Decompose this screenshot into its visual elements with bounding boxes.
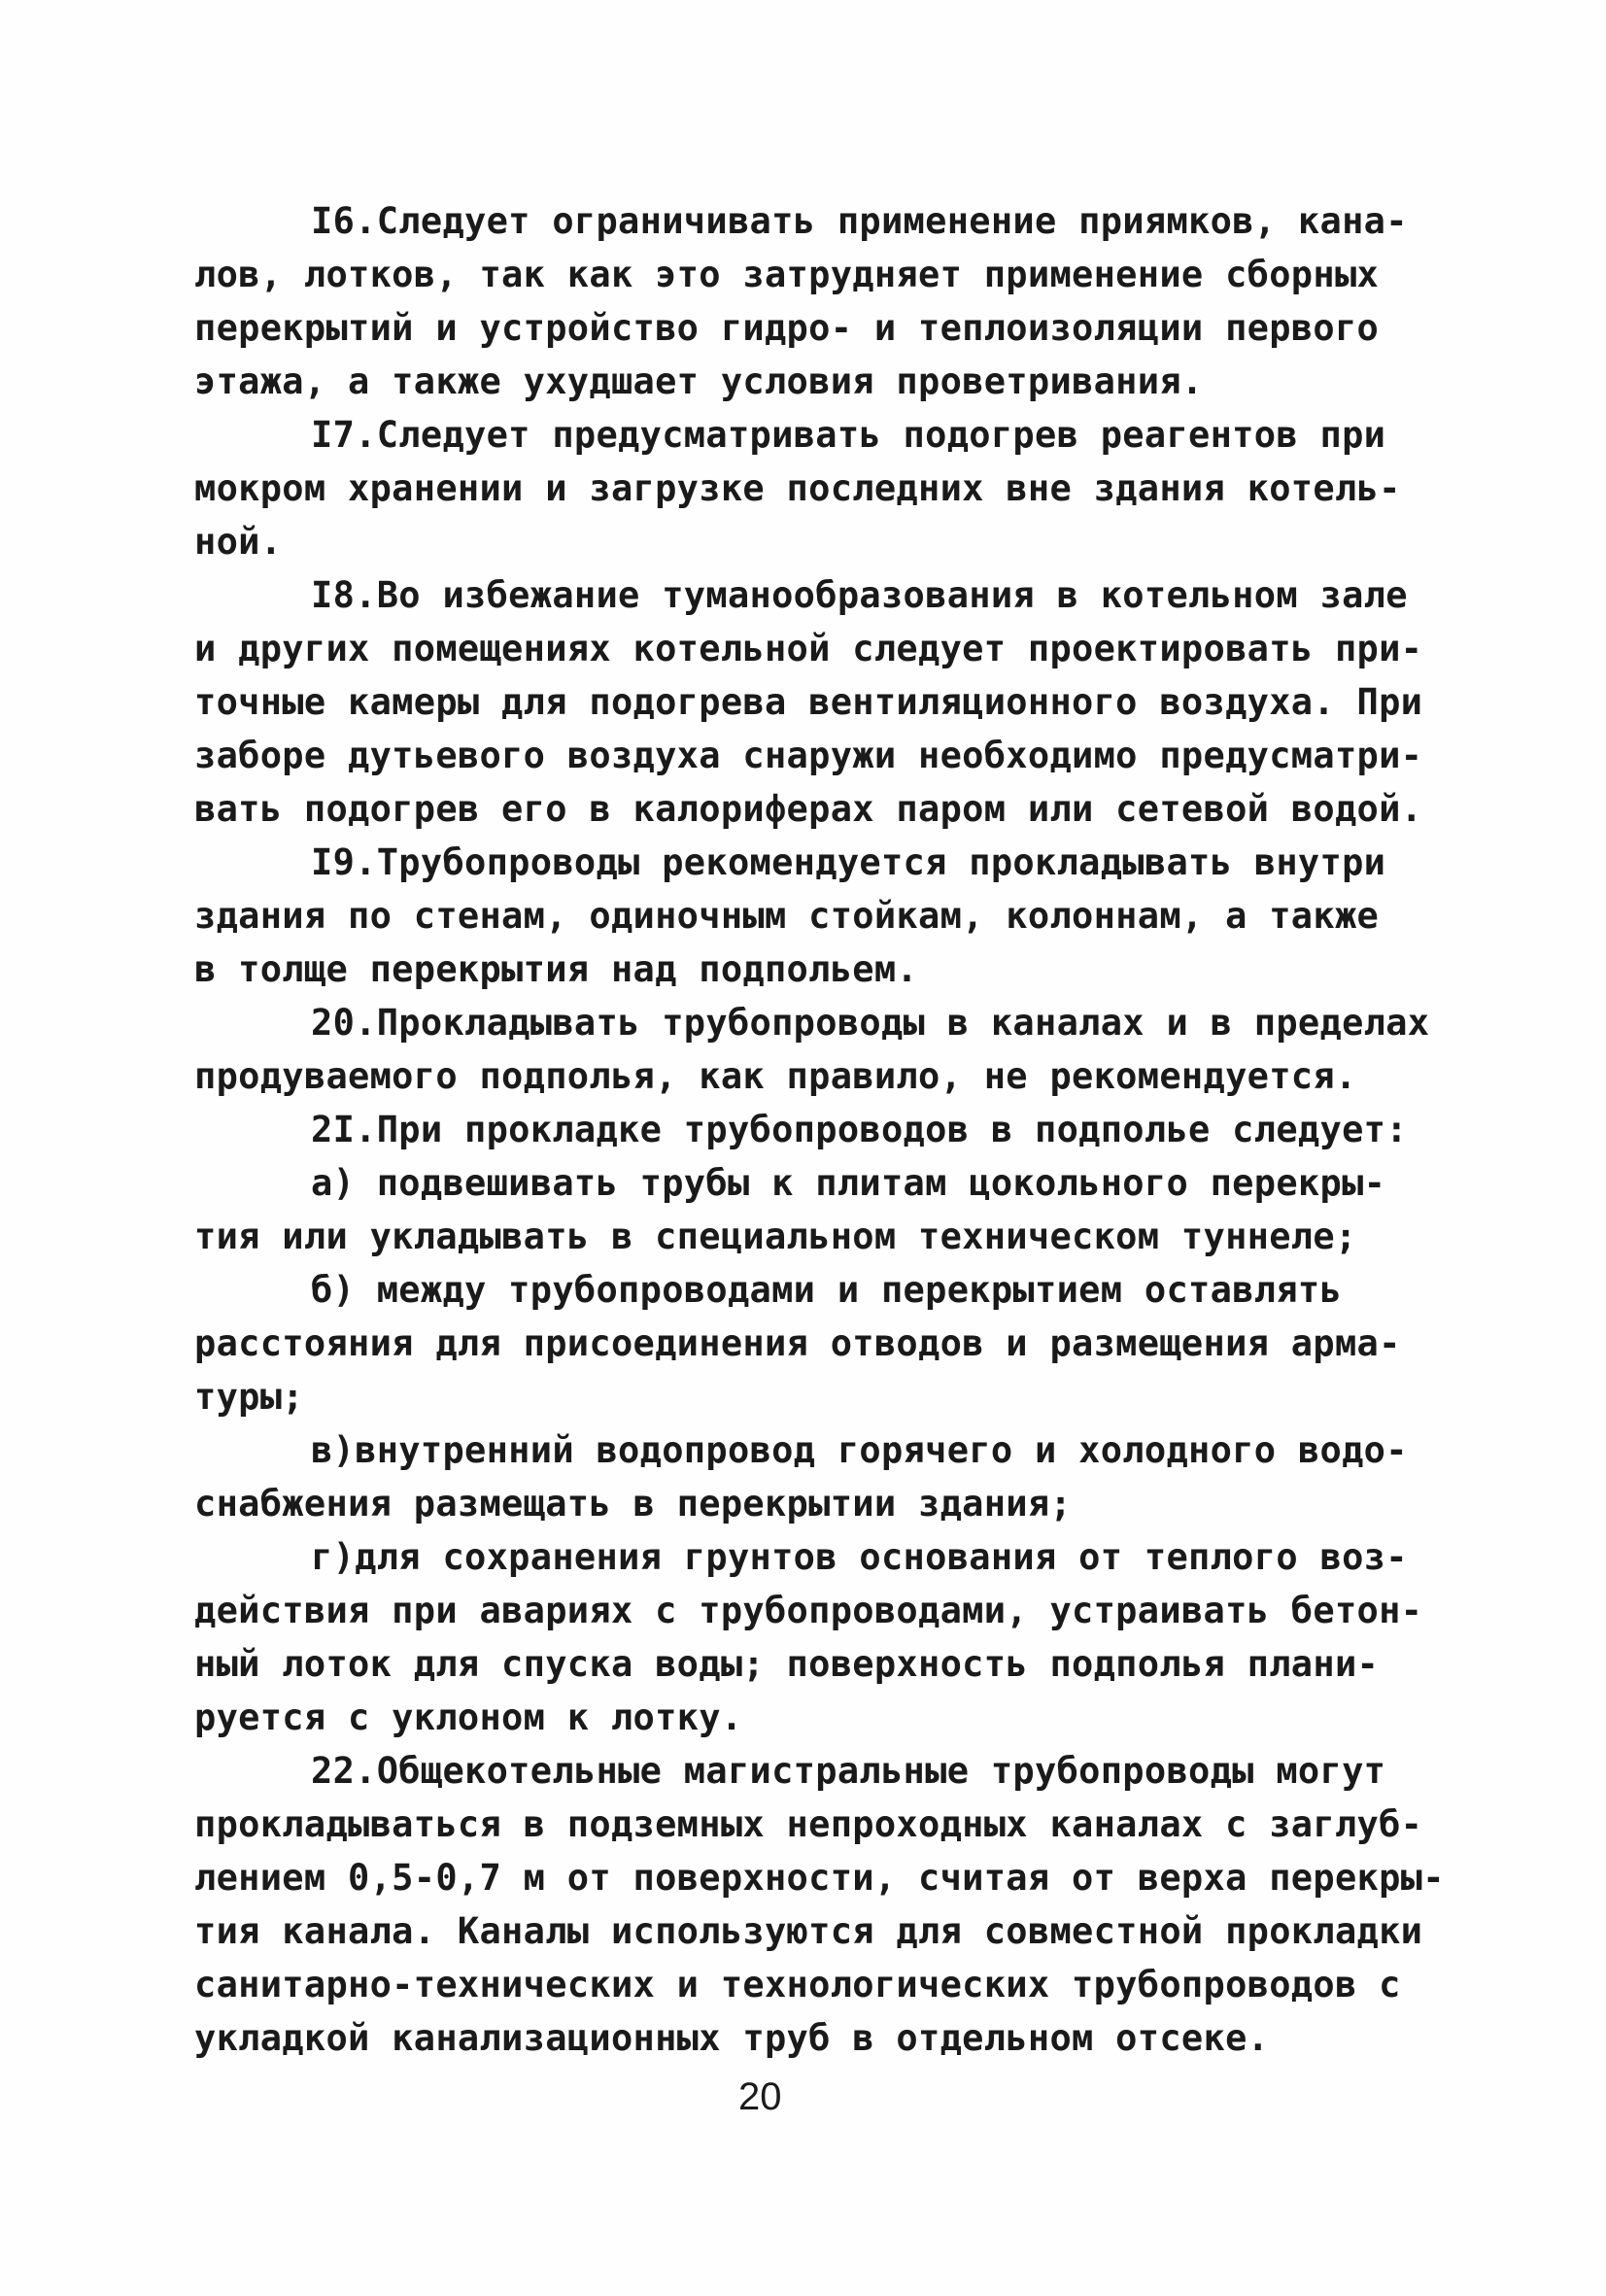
text-line: туры; [194, 1376, 304, 1418]
text-line: 2I.При прокладке трубопроводов в подполье следует: [311, 1109, 1408, 1150]
text-line: лов, лотков, так как это затрудняет применение сборных [194, 254, 1380, 295]
text-line: санитарно-технических и технологических трубопроводов с [194, 1964, 1401, 2005]
text-line: 20.Прокладывать трубопроводы в каналах и в пределах [311, 1002, 1430, 1044]
text-line: перекрытий и устройство гидро- и теплоизоляции первого [194, 307, 1380, 349]
text-line: точные камеры для подогрева вентиляционного воздуха. При [194, 681, 1423, 723]
text-line: а) подвешивать трубы к плитам цокольного перекры- [311, 1162, 1386, 1204]
text-line: в толще перекрытия над подпольем. [194, 948, 919, 990]
text-line: продуваемого подполья, как правило, не рекомендуется. [194, 1055, 1357, 1097]
text-line: и других помещениях котельной следует проектировать при- [194, 628, 1423, 669]
text-line: снабжения размещать в перекрытии здания; [194, 1483, 1073, 1525]
text-line: заборе дутьевого воздуха снаружи необходимо предусматри- [194, 735, 1423, 776]
text-line: в)внутренний водопровод горячего и холодного водо- [311, 1429, 1408, 1471]
text-line: 22.Общекотельные магистральные трубопроводы могут [311, 1750, 1386, 1792]
text-line: ной. [194, 521, 283, 563]
text-line: тия или укладывать в специальном техническом туннеле; [194, 1216, 1357, 1257]
text-line: здания по стенам, одиночным стойкам, колоннам, а также [194, 895, 1380, 937]
text-line: вать подогрев его в калориферах паром или сетевой водой. [194, 788, 1423, 830]
text-line: руется с уклоном к лотку. [194, 1696, 743, 1738]
text-line: тия канала. Каналы используются для совместной прокладки [194, 1910, 1423, 1952]
text-line: расстояния для присоединения отводов и размещения арма- [194, 1322, 1401, 1364]
text-line: г)для сохранения грунтов основания от теплого воз- [311, 1536, 1408, 1578]
text-line: лением 0,5-0,7 м от поверхности, считая от верха перекры- [194, 1857, 1445, 1899]
text-line: I7.Следует предусматривать подогрев реагентов при [311, 414, 1386, 456]
text-line: этажа, а также ухудшает условия проветривания. [194, 360, 1204, 402]
text-line: укладкой канализационных труб в отдельном отсеке. [194, 2017, 1270, 2059]
page-number: 20 [738, 2075, 782, 2118]
text-line: I8.Во избежание туманообразования в котельном зале [311, 574, 1408, 616]
text-line: действия при авариях с трубопроводами, устраивать бетон- [194, 1590, 1423, 1631]
text-line: прокладываться в подземных непроходных каналах с заглуб- [194, 1803, 1423, 1845]
text-line: мокром хранении и загрузке последних вне здания котель- [194, 467, 1401, 509]
text-line: I9.Трубопроводы рекомендуется прокладывать внутри [311, 841, 1386, 883]
text-line: б) между трубопроводами и перекрытием оставлять [311, 1269, 1343, 1311]
text-line: I6.Следует ограничивать применение приямков, кана- [311, 200, 1408, 242]
text-line: ный лоток для спуска воды; поверхность подполья плани- [194, 1643, 1380, 1685]
